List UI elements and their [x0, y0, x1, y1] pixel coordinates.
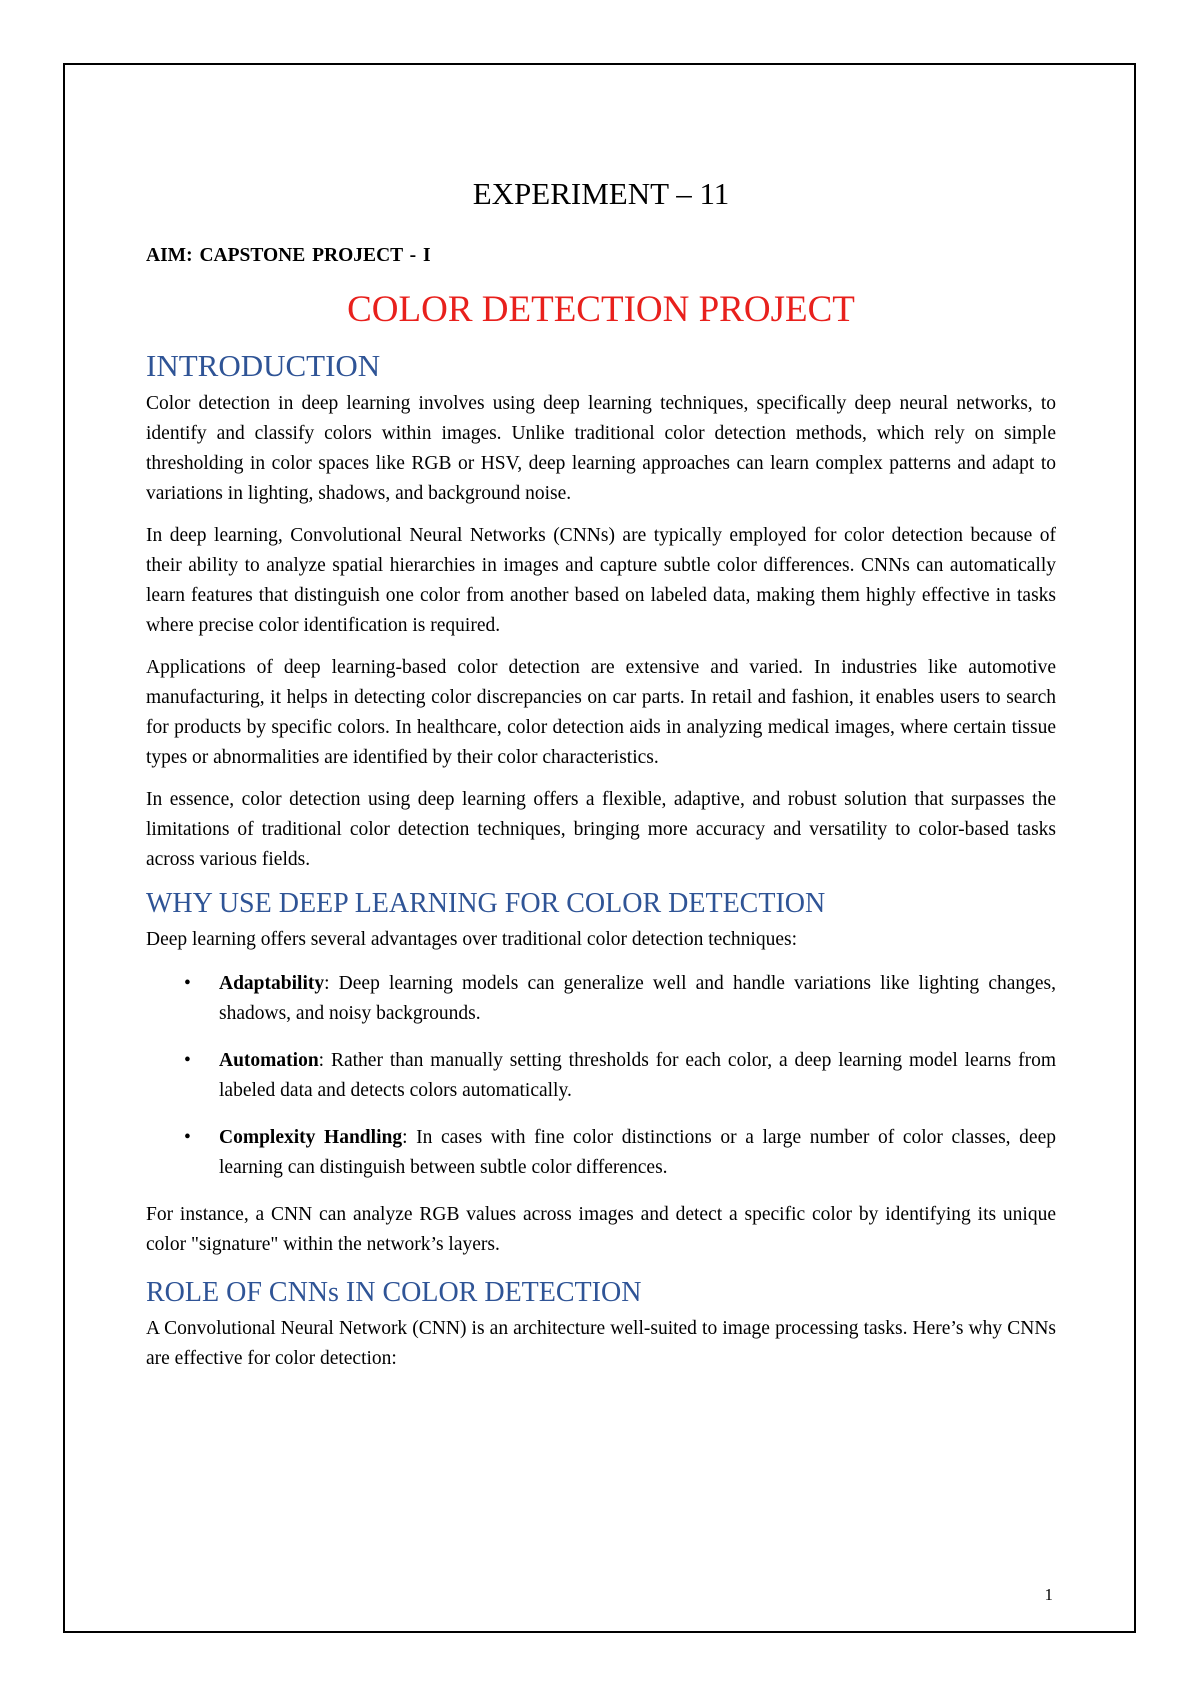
bullet-icon: •	[184, 1127, 191, 1148]
why-closing: For instance, a CNN can analyze RGB values across images and detect a specific color by identifying its unique color "signature" within the network’s layers.	[146, 1204, 1056, 1255]
bullet-text: : Rather than manually setting thresholds for each color, a deep learning model learns from labeled data and detects colors automatically.	[219, 1050, 1056, 1101]
bullet-icon: •	[184, 1050, 191, 1071]
why-intro: Deep learning offers several advantages over traditional color detection techniques:	[146, 929, 798, 950]
advantages-list	[146, 969, 1056, 1183]
role-paragraph: A Convolutional Neural Network (CNN) is an architecture well-suited to image processing tasks. Here’s why CNNs are effective for color detection:	[146, 1318, 1056, 1369]
page-number: 1	[1044, 1585, 1053, 1604]
intro-paragraph-3: Applications of deep learning-based color detection are extensive and varied. In industries like automotive manufacturing, it helps in detecting color discrepancies on car parts. In retail and fashion, it enables users to search for products by specific colors. In healthcare, color detection aids in analyzing medical images, where certain tissue types or abnormalities are identified by their color characteristics.	[146, 657, 1056, 768]
bullet-term: Complexity Handling	[219, 1127, 403, 1148]
why-heading: WHY USE DEEP LEARNING FOR COLOR DETECTION	[146, 888, 826, 919]
list-item	[146, 1123, 1056, 1183]
project-title: COLOR DETECTION PROJECT	[347, 289, 855, 330]
intro-paragraph-1: Color detection in deep learning involves using deep learning techniques, specifically deep neural networks, to identify and classify colors within images. Unlike traditional color detection methods, which rely on simple thresholding in color spaces like RGB or HSV, deep learning approaches can learn complex patterns and adapt to variations in lighting, shadows, and background noise.	[146, 393, 1056, 504]
list-item	[146, 969, 1056, 1029]
document-body	[146, 175, 1056, 1386]
aim-line: AIM: CAPSTONE PROJECT - I	[146, 245, 431, 266]
bullet-icon: •	[184, 973, 191, 994]
bullet-text: : Deep learning models can generalize well and handle variations like lighting changes, shadows, and noisy backgrounds.	[219, 973, 1056, 1024]
bullet-term: Adaptability	[219, 973, 325, 994]
list-item	[146, 1046, 1056, 1106]
bullet-text: : In cases with fine color distinctions or a large number of color classes, deep learning can distinguish between subtle color differences.	[219, 1127, 1056, 1178]
intro-paragraph-4: In essence, color detection using deep learning offers a flexible, adaptive, and robust solution that surpasses the limitations of traditional color detection techniques, bringing more accuracy and versatility to color-based tasks across various fields.	[146, 789, 1056, 870]
role-heading: ROLE OF CNNs IN COLOR DETECTION	[146, 1277, 642, 1308]
experiment-title: EXPERIMENT – 11	[472, 176, 730, 211]
intro-paragraph-2: In deep learning, Convolutional Neural Networks (CNNs) are typically employed for color detection because of their ability to analyze spatial hierarchies in images and capture subtle color differences. CNNs can automatically learn features that distinguish one color from another based on labeled data, making them highly effective in tasks where precise color identification is required.	[146, 525, 1056, 636]
bullet-term: Automation	[219, 1050, 319, 1071]
introduction-heading: INTRODUCTION	[146, 348, 381, 383]
